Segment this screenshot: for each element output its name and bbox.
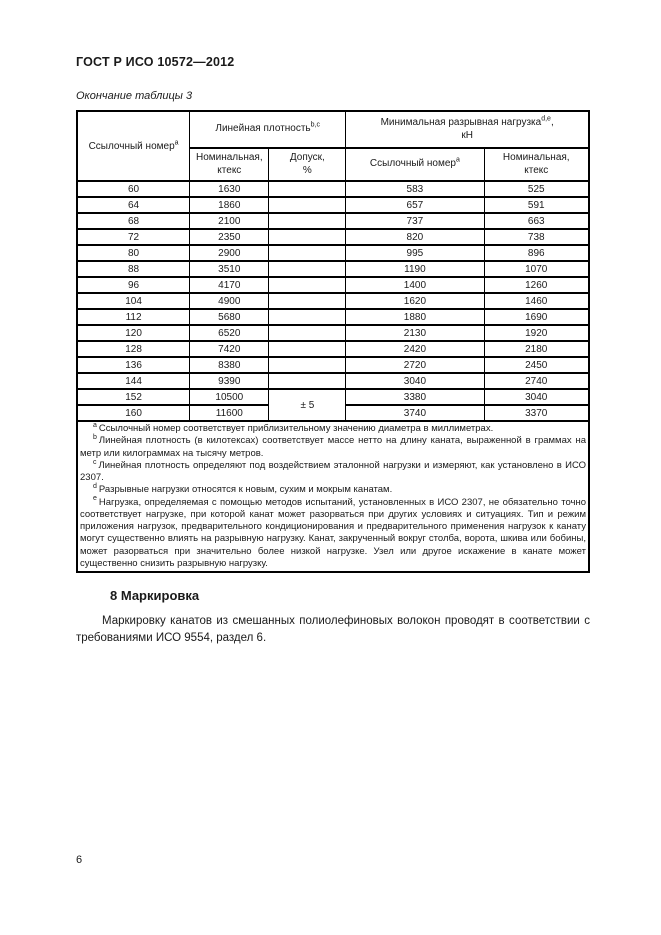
document-code: ГОСТ Р ИСО 10572—2012 bbox=[76, 55, 235, 69]
table-row: 80 2900 995 896 bbox=[77, 245, 589, 261]
footnote-mark: a bbox=[174, 139, 179, 147]
section-heading: 8 Маркировка bbox=[110, 588, 200, 603]
table-row: 160 11600 3740 3370 bbox=[77, 405, 589, 421]
footnote-mark: a bbox=[93, 421, 97, 429]
footnote-c: $^c$ Линейная плотность определяют под воздействием эталонной нагрузки и измеряют, как установлено в ИСО 2307. bbox=[80, 458, 586, 483]
tolerance-cell-empty bbox=[269, 309, 346, 325]
table-row: 128 7420 2420 2180 bbox=[77, 341, 589, 357]
tolerance-cell-empty bbox=[269, 357, 346, 373]
page-content bbox=[76, 0, 590, 646]
footnote-e: $^e$ Нагрузка, определяемая с помощью методов испытаний, установленных в ИСО 2307, не обязательно точно соответствует нагрузке, при которой канат может разорваться при других условиях и ситуациях. Тип и режим приложения нагрузок, предварительного кондиционирования и предварительного применения нагрузок к канату могут существенно влиять на разрывную нагрузку. Канат, закрученный вокруг столба, ворота, шкива или бобины, может разорваться при значительно более низкой нагрузке. Узел или другое искажение в канате может существенно снизить разрывную нагрузку. bbox=[80, 495, 586, 569]
table-row: 152 10500 ± 5 3380 3040 bbox=[77, 389, 589, 405]
tolerance-cell-empty bbox=[269, 261, 346, 277]
table-body bbox=[77, 181, 589, 572]
table-row: 136 8380 2720 2450 bbox=[77, 357, 589, 373]
tolerance-cell-empty bbox=[269, 213, 346, 229]
footnote-mark: d,e bbox=[541, 115, 551, 123]
group-header-linear-density: Линейная плотность$^{b,c}$ bbox=[190, 111, 346, 148]
footnote-d: $^d$ Разрывные нагрузки относятся к новым, сухим и мокрым канатам. bbox=[93, 483, 393, 496]
tolerance-cell-empty bbox=[269, 245, 346, 261]
tolerance-cell-empty bbox=[269, 181, 346, 197]
footnote-mark: d bbox=[93, 483, 97, 491]
table-footnotes-row bbox=[77, 421, 589, 572]
rope-spec-table bbox=[76, 110, 590, 573]
col-header-tolerance: Допуск, % bbox=[269, 148, 346, 181]
col-header-nominal-ktex-right: Номинальная, ктекс bbox=[484, 148, 589, 181]
group-header-breaking-load: Минимальная разрывная нагрузка$^{d,e}$, кН bbox=[346, 111, 589, 148]
table-row: 120 6520 2130 1920 bbox=[77, 325, 589, 341]
table-row: 104 4900 1620 1460 bbox=[77, 293, 589, 309]
tolerance-cell-empty bbox=[269, 341, 346, 357]
table-row: 72 2350 820 738 bbox=[77, 229, 589, 245]
table-row: 60 1630 583 525 bbox=[77, 181, 589, 197]
col-header-nominal-ktex-left: Номинальная, ктекс bbox=[190, 148, 269, 181]
table-header bbox=[77, 111, 589, 181]
footnote-mark: c bbox=[93, 458, 97, 466]
tolerance-cell-empty bbox=[269, 197, 346, 213]
section-paragraph: Маркировку канатов из смешанных полиолефиновых волокон проводят в соответствии с требованиями ИСО 9554, раздел 6. bbox=[76, 615, 590, 644]
table-row: 112 5680 1880 1690 bbox=[77, 309, 589, 325]
table-row: 68 2100 737 663 bbox=[77, 213, 589, 229]
table-row: 88 3510 1190 1070 bbox=[77, 261, 589, 277]
tolerance-cell-empty bbox=[269, 229, 346, 245]
tolerance-cell-empty bbox=[269, 373, 346, 389]
footnote-mark: b,c bbox=[310, 121, 320, 129]
table-row: 144 9390 3040 2740 bbox=[77, 373, 589, 389]
page-number: 6 bbox=[76, 854, 83, 866]
footnote-mark: e bbox=[93, 495, 97, 503]
tolerance-value-cell: ± 5 bbox=[269, 389, 346, 421]
table-caption: Окончание таблицы 3 bbox=[76, 90, 193, 102]
tolerance-cell-empty bbox=[269, 293, 346, 309]
table-row: 64 1860 657 591 bbox=[77, 197, 589, 213]
tolerance-cell-empty bbox=[269, 325, 346, 341]
footnote-mark: a bbox=[455, 156, 460, 164]
table-row: 96 4170 1400 1260 bbox=[77, 277, 589, 293]
col-header-ref-number-left: Ссылочный номер$^a$ bbox=[77, 111, 190, 181]
footnote-a: $^a$ Ссылочный номер соответствует приблизительному значению диаметра в миллиметрах. bbox=[93, 421, 494, 434]
col-header-ref-number-right: Ссылочный номер$^a$ bbox=[346, 148, 484, 181]
footnote-mark: b bbox=[93, 434, 97, 442]
footnote-b: $^b$ Линейная плотность (в килотексах) соответствует массе нетто на длину каната, выраженной в граммах на метр или килограммах на тысячу метров. bbox=[80, 434, 586, 459]
unit-label: кН bbox=[461, 129, 473, 141]
tolerance-cell-empty bbox=[269, 277, 346, 293]
table-footnotes-cell bbox=[77, 421, 589, 572]
